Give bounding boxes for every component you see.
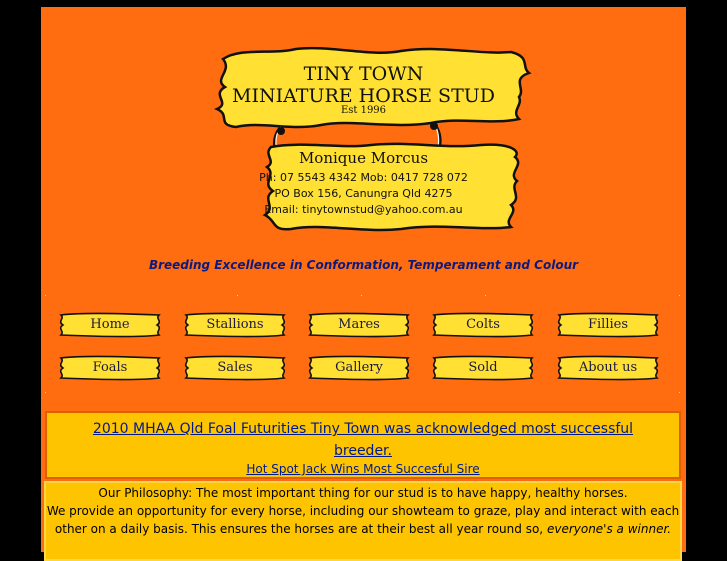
nav-fillies[interactable] [553, 311, 663, 339]
philosophy-body: We provide an opportunity for every horse, including our showteam to graze, play and interact with each other on a daily basis. This ensures the horses are at their best all year round so, [46, 504, 680, 536]
nav-foals[interactable] [55, 354, 165, 382]
philosophy-line1: Our Philosophy: The most important thing for our stud is to have happy, healthy horses. [98, 486, 628, 500]
separator-dot [679, 392, 680, 393]
sign-title-line1: TINY TOWN [303, 63, 424, 85]
sign-phone: Ph: 07 5543 4342 Mob: 0417 728 072 [259, 171, 468, 184]
separator-dot [485, 295, 486, 296]
nav-stallions[interactable] [180, 311, 290, 339]
separator-dot [237, 295, 238, 296]
nav-foals-label: Foals [92, 360, 128, 375]
nav-sold[interactable] [428, 354, 538, 382]
nav-home[interactable] [55, 311, 165, 339]
news-headline-link[interactable]: 2010 MHAA Qld Foal Futurities Tiny Town was acknowledged most successful breeder. [92, 421, 634, 459]
nav-colts-label: Colts [466, 317, 500, 332]
sign-email: Email: tinytownstud@yahoo.com.au [264, 203, 463, 216]
sign-title-line2: MINIATURE HORSE STUD [232, 85, 495, 107]
nav-sold-label: Sold [468, 360, 498, 375]
sign-owner: Monique Morcus [298, 149, 429, 167]
separator-dot [45, 392, 46, 393]
sign-address: PO Box 156, Canungra Qld 4275 [274, 187, 453, 200]
nav-sales-label: Sales [217, 360, 253, 375]
nav-about-us[interactable] [553, 354, 663, 382]
separator-dot [45, 295, 46, 296]
nav-mares[interactable] [304, 311, 414, 339]
tagline: Breeding Excellence in Conformation, Temperament and Colour [148, 258, 579, 272]
philosophy-panel [44, 481, 682, 561]
nav-home-label: Home [90, 317, 130, 332]
nav-stallions-label: Stallions [206, 317, 264, 332]
philosophy-emphasis: everyone's a winner. [546, 522, 672, 536]
separator-dot [361, 295, 362, 296]
nav-fillies-label: Fillies [587, 317, 628, 332]
nav-colts[interactable] [428, 311, 538, 339]
sign-established: Est 1996 [340, 105, 387, 116]
nav-gallery-label: Gallery [335, 360, 383, 375]
nav-about-us-label: About us [578, 360, 638, 375]
nav-mares-label: Mares [338, 317, 380, 332]
philosophy-line2 [46, 502, 680, 538]
nav-sales[interactable] [180, 354, 290, 382]
page-container [41, 7, 686, 552]
nav-gallery[interactable] [304, 354, 414, 382]
separator-dot [679, 295, 680, 296]
news-panel [45, 411, 681, 479]
news-subheadline-link[interactable]: Hot Spot Jack Wins Most Succesful Sire [246, 462, 480, 476]
